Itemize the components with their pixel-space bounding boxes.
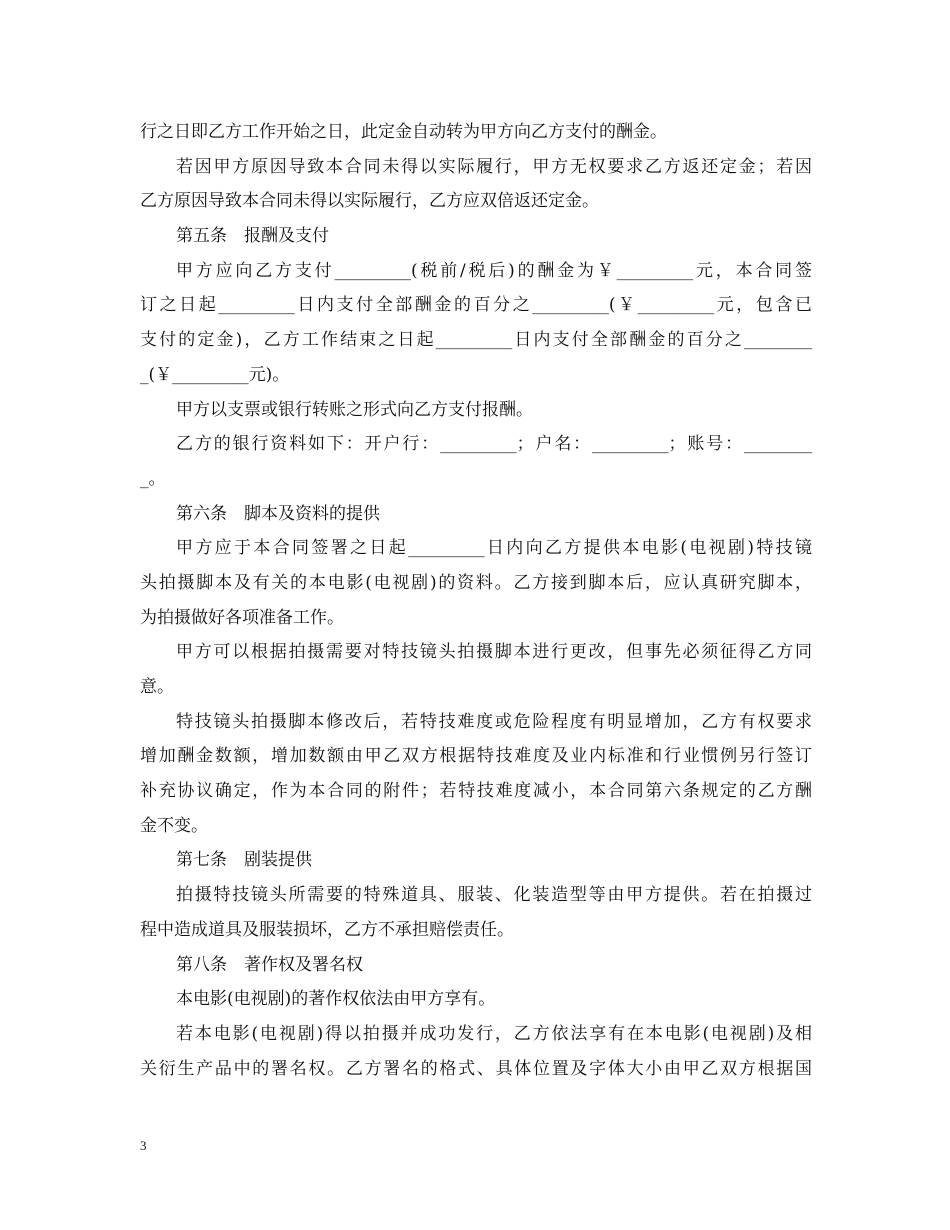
text-line: 甲方应于本合同签署之日起_________日内向乙方提供本电影(电视剧)特技镜: [176, 538, 812, 559]
text-line: 第五条 报酬及支付: [176, 226, 329, 247]
text-line: 乙方的银行资料如下：开户行：_________；户名：_________；账号：________: [176, 434, 812, 455]
text-line: 支付的定金)，乙方工作结束之日起_________日内支付全部酬金的百分之________: [140, 330, 812, 351]
text-line: 增加酬金数额，增加数额由甲乙双方根据特技难度及业内标准和行业惯例另行签订: [140, 746, 812, 767]
document-body: [140, 115, 812, 1086]
text-line: 拍摄特技镜头所需要的特殊道具、服装、化装造型等由甲方提供。若在拍摄过: [176, 885, 812, 906]
text-line: 关衍生产品中的署名权。乙方署名的格式、具体位置及字体大小由甲乙双方根据国: [140, 1058, 812, 1079]
text-line: 程中造成道具及服装损坏，乙方不承担赔偿责任。: [140, 919, 514, 940]
text-line: 甲方可以根据拍摄需要对特技镜头拍摄脚本进行更改，但事先必须征得乙方同: [176, 642, 812, 663]
text-line: 本电影(电视剧)的著作权依法由甲方享有。: [176, 989, 496, 1010]
text-line: 意。: [140, 677, 174, 697]
text-line: 甲方以支票或银行转账之形式向乙方支付报酬。: [176, 399, 533, 420]
text-line: 第六条 脚本及资料的提供: [176, 503, 380, 524]
text-line: 若因甲方原因导致本合同未得以实际履行，甲方无权要求乙方返还定金；若因: [176, 156, 812, 177]
text-line: 行之日即乙方工作开始之日，此定金自动转为甲方向乙方支付的酬金。: [140, 122, 667, 142]
text-line: 若本电影(电视剧)得以拍摄并成功发行，乙方依法享有在本电影(电视剧)及相: [176, 1023, 812, 1044]
text-line: 订之日起_________日内支付全部酬金的百分之_________(￥_________元，包含已: [140, 295, 812, 316]
text-line: _(￥_________元)。: [140, 364, 290, 385]
text-line: 甲方应向乙方支付_________(税前/税后)的酬金为￥_________元，本合同签: [176, 260, 812, 281]
text-line: 金不变。: [140, 815, 208, 836]
text-line: 头拍摄脚本及有关的本电影(电视剧)的资料。乙方接到脚本后，应认真研究脚本，: [140, 572, 812, 593]
text-line: 为拍摄做好各项准备工作。: [140, 607, 344, 628]
page-number: 3: [140, 1138, 147, 1153]
text-line: 特技镜头拍摄脚本修改后，若特技难度或危险程度有明显增加，乙方有权要求: [176, 711, 812, 732]
text-line: 乙方原因导致本合同未得以实际履行，乙方应双倍返还定金。: [140, 191, 599, 212]
text-line: 补充协议确定，作为本合同的附件；若特技难度减小，本合同第六条规定的乙方酬: [140, 781, 812, 802]
text-line: 第七条 剧装提供: [176, 850, 312, 871]
text-line: _。: [140, 468, 166, 489]
text-line: 第八条 著作权及署名权: [176, 954, 363, 975]
